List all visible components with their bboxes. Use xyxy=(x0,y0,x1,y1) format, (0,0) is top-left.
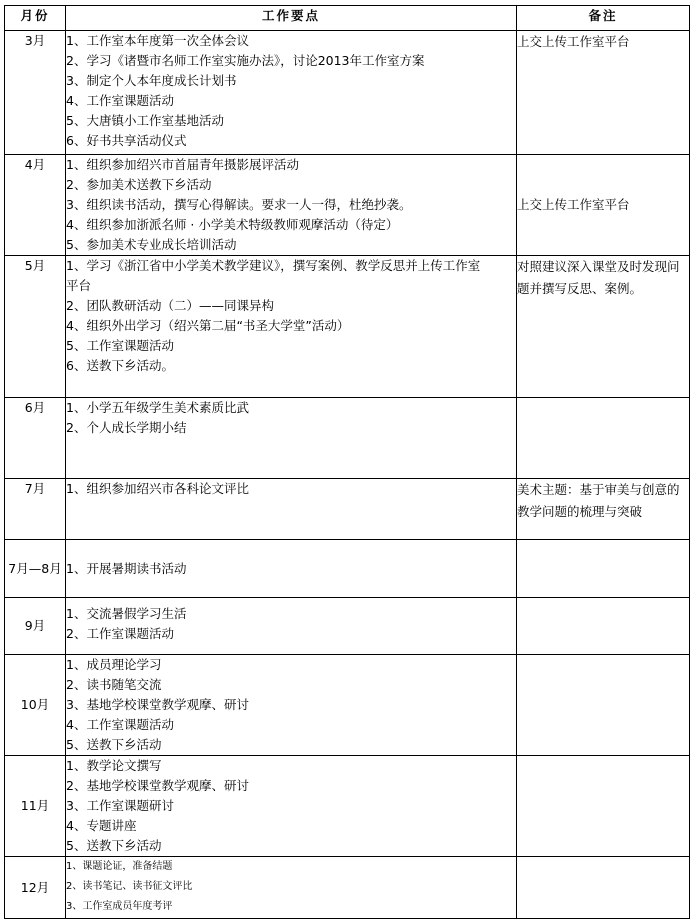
task-cell xyxy=(66,256,517,398)
task-item: 4、工作室课题活动 xyxy=(66,717,174,732)
note-cell xyxy=(517,598,690,655)
header-month: 月份 xyxy=(5,6,66,31)
table-row-july xyxy=(5,479,690,540)
table-row-october xyxy=(5,655,690,756)
task-cell xyxy=(66,540,517,598)
table-row-june xyxy=(5,398,690,479)
header-notes: 备注 xyxy=(517,6,690,31)
task-item: 2、工作室课题活动 xyxy=(66,626,174,641)
task-cell xyxy=(66,398,517,479)
note-cell xyxy=(517,479,690,540)
table-row-april xyxy=(5,155,690,256)
note-cell xyxy=(517,857,690,919)
task-item: 6、送教下乡活动。 xyxy=(66,358,174,373)
task-item: 1、成员理论学习 xyxy=(66,657,162,672)
task-item: 2、学习《诸暨市名师工作室实施办法》，讨论2013年工作室方案 xyxy=(66,53,425,68)
note-cell xyxy=(517,540,690,598)
task-item: 2、团队教研活动（二）——同课异构 xyxy=(66,298,274,313)
task-item: 1、课题论证，准备结题 xyxy=(66,861,173,872)
note-text: 上交上传工作室平台 xyxy=(517,34,630,49)
task-item: 1、组织参加绍兴市各科论文评比 xyxy=(66,481,249,496)
table-row-may xyxy=(5,256,690,398)
task-item: 1、学习《浙江省中小学美术教学建议》，撰写案例、教学反思并上传工作室平台 xyxy=(66,258,481,293)
month-cell: 4月 xyxy=(5,155,66,256)
table-header-row xyxy=(5,6,690,31)
table-row-march xyxy=(5,31,690,155)
note-text: 上交上传工作室平台 xyxy=(517,197,630,212)
header-tasks: 工作要点 xyxy=(66,6,517,31)
table-row-december xyxy=(5,857,690,919)
task-item: 2、参加美术送教下乡活动 xyxy=(66,177,212,192)
table-row-july-august xyxy=(5,540,690,598)
task-item: 5、送教下乡活动 xyxy=(66,737,162,752)
task-item: 1、组织参加绍兴市首届青年摄影展评活动 xyxy=(66,157,299,172)
task-cell xyxy=(66,598,517,655)
month-cell: 6月 xyxy=(5,398,66,479)
task-cell xyxy=(66,857,517,919)
task-item: 2、基地学校课堂教学观摩、研讨 xyxy=(66,778,249,793)
task-item: 5、工作室课题活动 xyxy=(66,338,174,353)
month-cell: 5月 xyxy=(5,256,66,398)
table-row-november xyxy=(5,756,690,857)
task-item: 3、基地学校课堂教学观摩、研讨 xyxy=(66,697,249,712)
note-cell xyxy=(517,398,690,479)
task-item: 6、好书共享活动仪式 xyxy=(66,133,187,148)
task-item: 4、工作室课题活动 xyxy=(66,93,174,108)
task-item: 1、开展暑期读书活动 xyxy=(66,560,187,576)
task-item: 4、组织参加浙派名师 · 小学美术特级教师观摩活动（待定） xyxy=(66,217,399,232)
month-cell: 7月—8月 xyxy=(5,540,66,598)
note-text: 美术主题：基于审美与创意的教学问题的梳理与突破 xyxy=(517,482,680,519)
task-cell xyxy=(66,155,517,256)
month-cell: 7月 xyxy=(5,479,66,540)
task-cell xyxy=(66,756,517,857)
table-row-september xyxy=(5,598,690,655)
month-cell: 10月 xyxy=(5,655,66,756)
note-text: 对照建议深入课堂及时发现问题并撰写反思、案例。 xyxy=(517,259,680,296)
task-cell xyxy=(66,31,517,155)
note-cell xyxy=(517,31,690,155)
note-cell xyxy=(517,756,690,857)
task-item: 3、工作室课题研讨 xyxy=(66,798,174,813)
task-item: 1、交流暑假学习生活 xyxy=(66,606,187,621)
month-cell: 9月 xyxy=(5,598,66,655)
month-cell: 11月 xyxy=(5,756,66,857)
task-item: 1、工作室本年度第一次全体会议 xyxy=(66,33,249,48)
task-item: 2、读书随笔交流 xyxy=(66,677,162,692)
task-cell xyxy=(66,479,517,540)
task-item: 5、大唐镇小工作室基地活动 xyxy=(66,113,224,128)
task-cell xyxy=(66,655,517,756)
note-cell xyxy=(517,155,690,256)
task-item: 3、制定个人本年度成长计划书 xyxy=(66,73,237,88)
work-plan-table xyxy=(4,5,690,919)
task-item: 2、读书笔记、读书征文评比 xyxy=(66,881,193,892)
task-item: 4、组织外出学习（绍兴第二届“书圣大学堂”活动） xyxy=(66,318,350,333)
month-cell: 12月 xyxy=(5,857,66,919)
note-cell xyxy=(517,655,690,756)
task-item: 5、参加美术专业成长培训活动 xyxy=(66,237,237,252)
month-cell: 3月 xyxy=(5,31,66,155)
task-item: 2、个人成长学期小结 xyxy=(66,420,187,435)
task-item: 4、专题讲座 xyxy=(66,818,137,833)
note-cell xyxy=(517,256,690,398)
task-item: 3、工作室成员年度考评 xyxy=(66,901,173,912)
task-item: 3、组织读书活动，撰写心得解读。要求一人一得，杜绝抄袭。 xyxy=(66,197,412,212)
task-item: 5、送教下乡活动 xyxy=(66,838,162,853)
task-item: 1、小学五年级学生美术素质比武 xyxy=(66,400,249,415)
task-item: 1、教学论文撰写 xyxy=(66,758,162,773)
